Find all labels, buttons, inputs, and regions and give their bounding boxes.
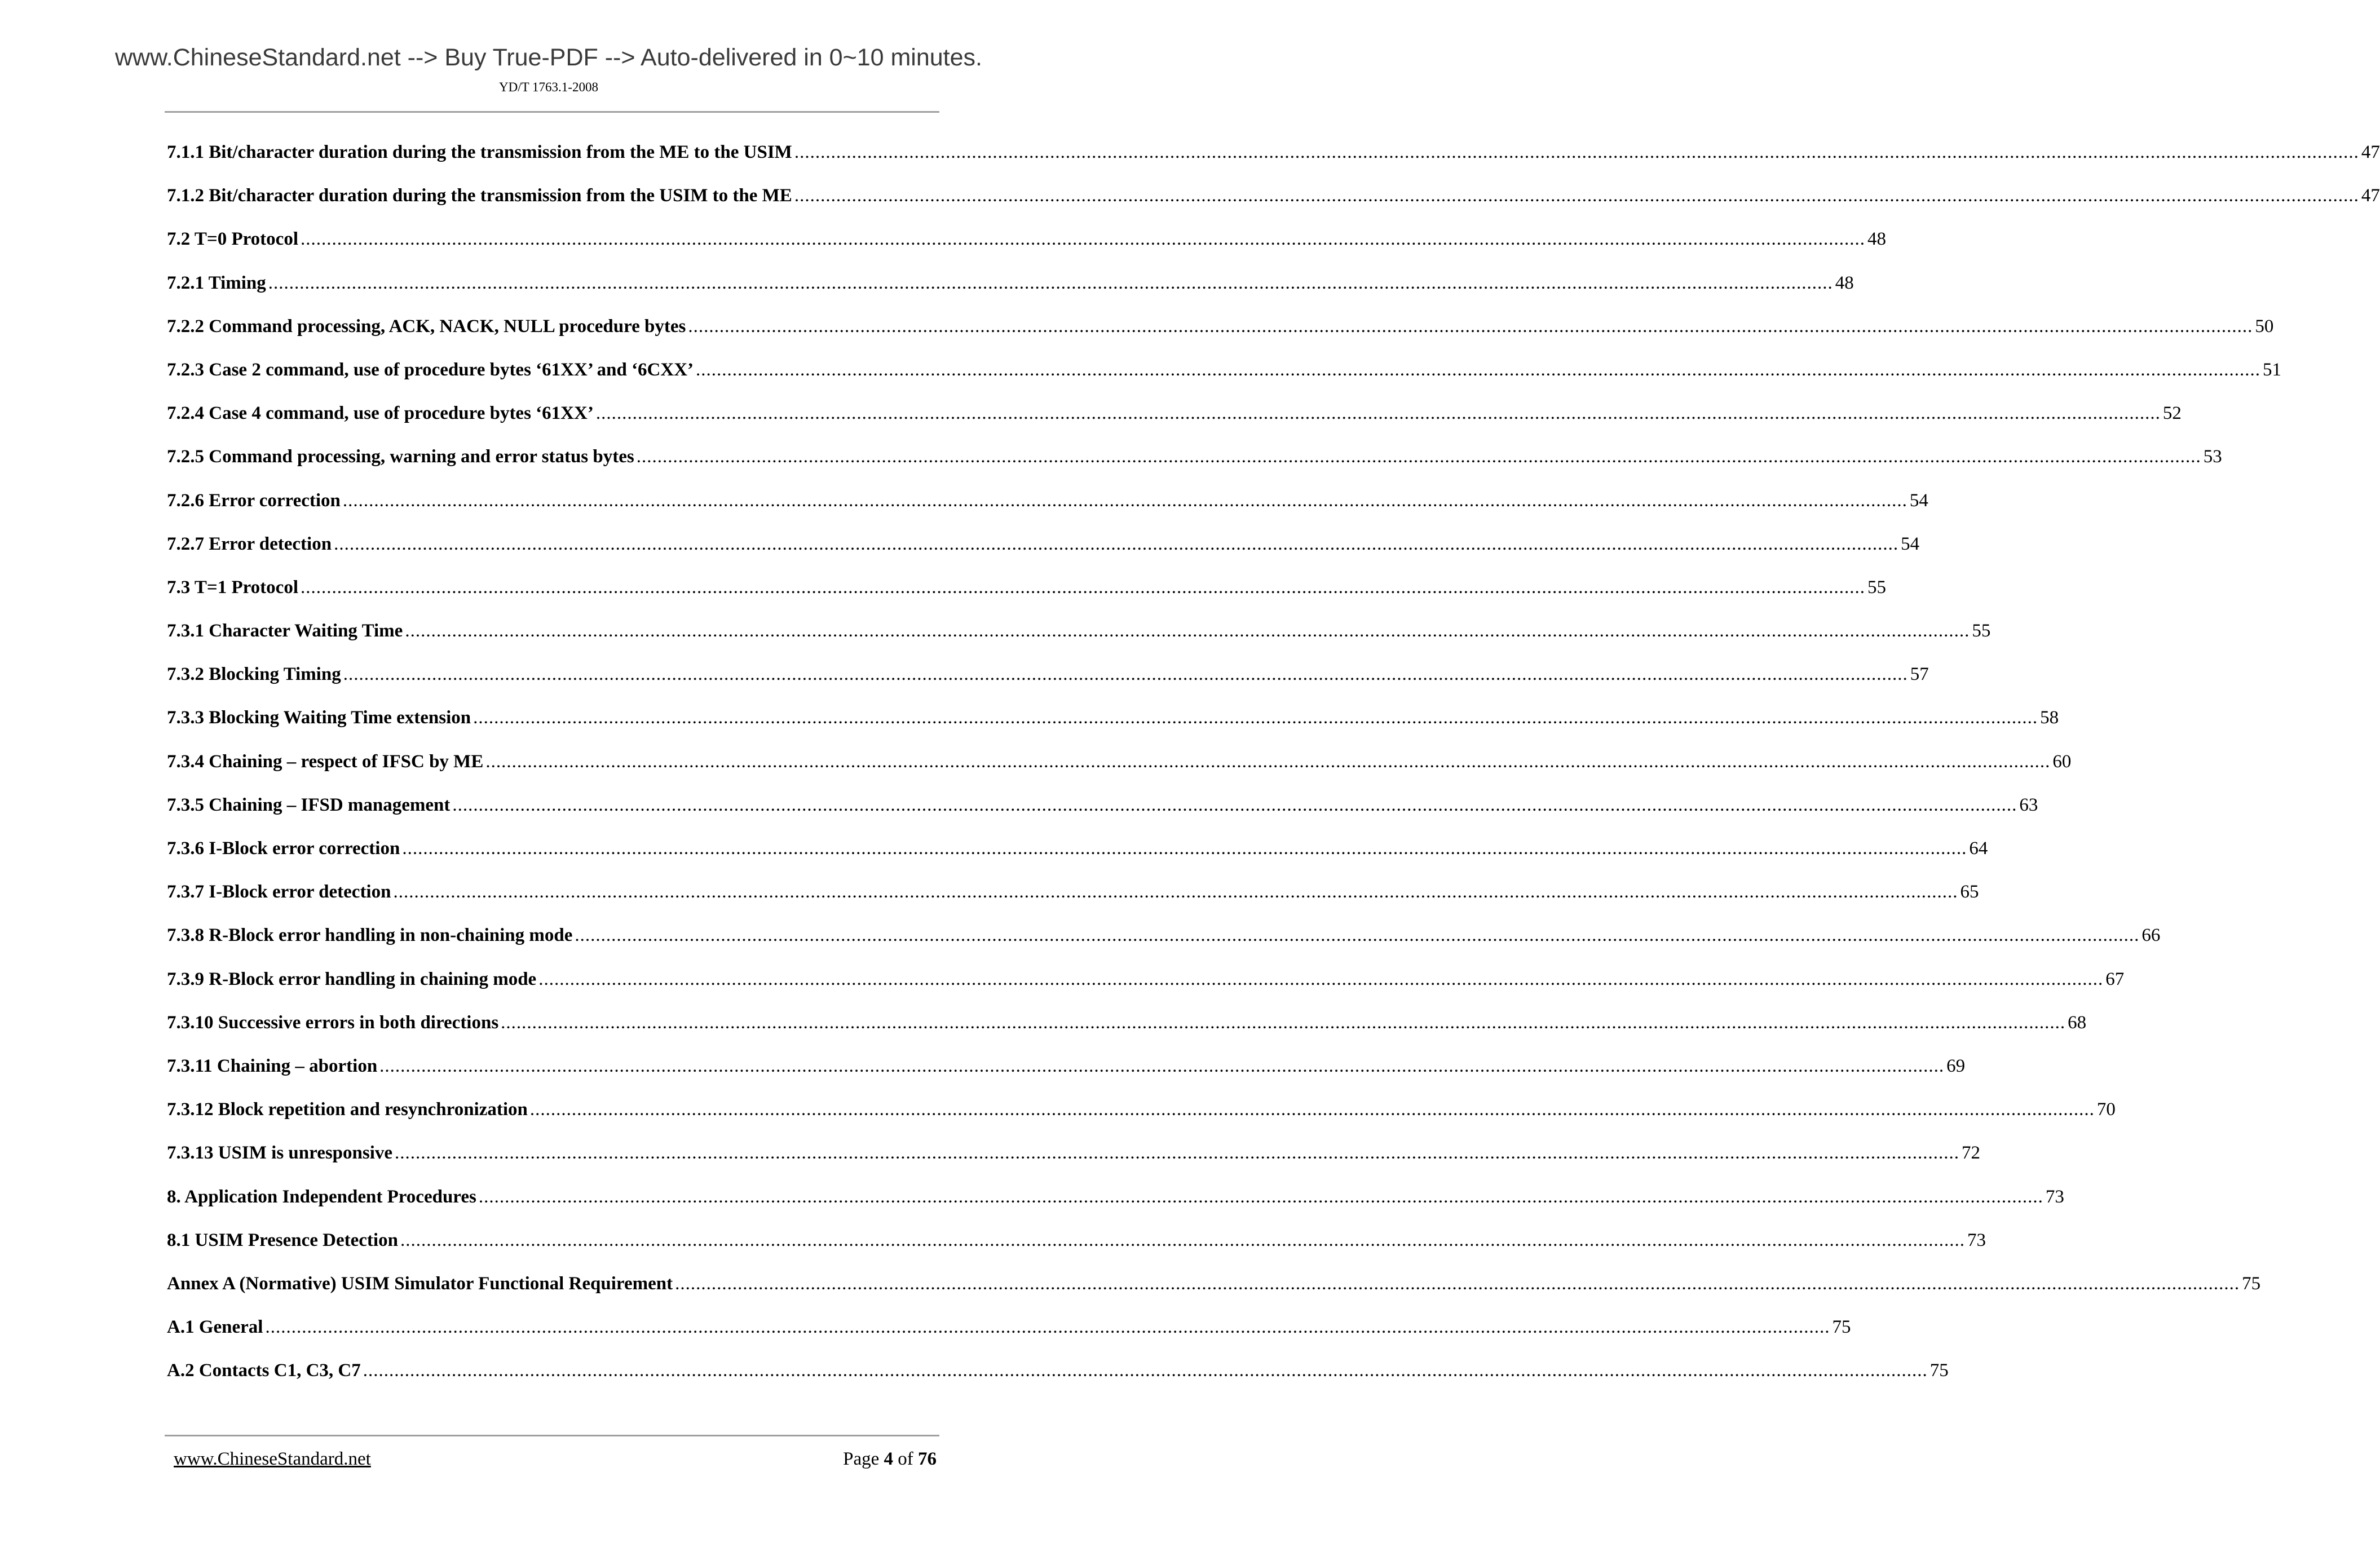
toc-entry-title: 7.3.5 Chaining – IFSD management bbox=[167, 794, 451, 815]
dot-leader: ............................................................................................................................................................................................................................................................................................................ bbox=[334, 533, 1899, 554]
toc-entry-page: 51 bbox=[2263, 359, 2282, 380]
toc-entry-title: 7.1.1 Bit/character duration during the transmission from the ME to the USIM bbox=[167, 142, 792, 162]
page-of: of bbox=[898, 1449, 913, 1469]
toc-entry-title: 7.3.12 Block repetition and resynchronization bbox=[167, 1099, 528, 1120]
promo-banner: www.ChineseStandard.net --> Buy True-PDF --> Auto-delivered in 0~10 minutes. bbox=[114, 44, 982, 71]
dot-leader: ............................................................................................................................................................................................................................................................................................................ bbox=[675, 1273, 2240, 1294]
toc-entry[interactable] bbox=[167, 1055, 1966, 1099]
toc-entry-page: 55 bbox=[1972, 621, 1991, 642]
dot-leader: ............................................................................................................................................................................................................................................................................................................ bbox=[485, 751, 2051, 772]
toc-entry[interactable] bbox=[167, 664, 1929, 708]
standard-number: YD/T 1763.1-2008 bbox=[499, 80, 598, 94]
toc-entry-title: 7.3.4 Chaining – respect of IFSC by ME bbox=[167, 751, 484, 772]
header-divider bbox=[165, 111, 939, 113]
toc-entry-title: 7.3.11 Chaining – abortion bbox=[167, 1055, 378, 1076]
toc-entry-page: 55 bbox=[1867, 577, 1886, 598]
dot-leader: ............................................................................................................................................................................................................................................................................................................ bbox=[688, 316, 2253, 337]
toc-entry[interactable] bbox=[167, 969, 2125, 1012]
toc-entry[interactable] bbox=[167, 1012, 2087, 1056]
toc-entry[interactable] bbox=[167, 316, 2274, 360]
footer-divider bbox=[165, 1435, 939, 1436]
toc-entry-title: 7.3.1 Character Waiting Time bbox=[167, 621, 403, 642]
toc-entry-page: 47 bbox=[2361, 142, 2380, 162]
dot-leader: ............................................................................................................................................................................................................................................................................................................ bbox=[363, 1360, 1928, 1381]
toc-entry-title: A.1 General bbox=[167, 1317, 263, 1338]
toc-entry-page: 60 bbox=[2052, 751, 2072, 772]
toc-entry-page: 75 bbox=[1832, 1317, 1851, 1338]
toc-entry[interactable] bbox=[167, 708, 2059, 751]
toc-entry[interactable] bbox=[167, 1360, 1949, 1404]
toc-entry-page: 48 bbox=[1867, 229, 1886, 250]
toc-entry-title: A.2 Contacts C1, C3, C7 bbox=[167, 1360, 361, 1381]
dot-leader: ............................................................................................................................................................................................................................................................................................................ bbox=[636, 446, 2201, 467]
dot-leader: ............................................................................................................................................................................................................................................................................................................ bbox=[393, 882, 1958, 903]
toc-entry[interactable] bbox=[167, 794, 2038, 838]
dot-leader: ............................................................................................................................................................................................................................................................................................................ bbox=[696, 359, 2261, 380]
toc-entry-title: 8. Application Independent Procedures bbox=[167, 1186, 476, 1207]
toc-entry[interactable] bbox=[167, 185, 2380, 229]
toc-entry[interactable] bbox=[167, 882, 1979, 925]
toc-entry[interactable] bbox=[167, 446, 2222, 490]
toc-entry-page: 54 bbox=[1901, 533, 1920, 554]
toc-entry[interactable] bbox=[167, 272, 1854, 316]
toc-entry-title: 7.3.2 Blocking Timing bbox=[167, 664, 341, 685]
dot-leader: ............................................................................................................................................................................................................................................................................................................ bbox=[402, 838, 1967, 859]
toc-entry-page: 57 bbox=[1910, 664, 1929, 685]
toc-entry-page: 67 bbox=[2105, 969, 2125, 989]
toc-entry-title: 7.3.7 I-Block error detection bbox=[167, 882, 391, 903]
toc-entry-title: 7.2.2 Command processing, ACK, NACK, NULL procedure bytes bbox=[167, 316, 686, 337]
dot-leader: ............................................................................................................................................................................................................................................................................................................ bbox=[538, 969, 2104, 989]
toc-entry[interactable] bbox=[167, 621, 1991, 664]
toc-entry[interactable] bbox=[167, 403, 2182, 446]
toc-entry-page: 75 bbox=[1929, 1360, 1949, 1381]
toc-entry-page: 66 bbox=[2141, 925, 2161, 946]
toc-entry-title: 7.3.6 I-Block error correction bbox=[167, 838, 400, 859]
dot-leader: ............................................................................................................................................................................................................................................................................................................ bbox=[395, 1143, 1960, 1164]
toc-entry-page: 65 bbox=[1960, 882, 1979, 903]
table-of-contents bbox=[167, 142, 2380, 1404]
toc-entry-title: 7.3.3 Blocking Waiting Time extension bbox=[167, 708, 471, 728]
dot-leader: ............................................................................................................................................................................................................................................................................................................ bbox=[265, 1317, 1830, 1338]
toc-entry[interactable] bbox=[167, 359, 2282, 403]
dot-leader: ............................................................................................................................................................................................................................................................................................................ bbox=[595, 403, 2161, 424]
toc-entry-title: 7.1.2 Bit/character duration during the transmission from the USIM to the ME bbox=[167, 185, 792, 206]
toc-entry-page: 52 bbox=[2162, 403, 2182, 424]
toc-entry[interactable] bbox=[167, 142, 2380, 185]
toc-entry-title: 7.2.3 Case 2 command, use of procedure bytes ‘61XX’ and ‘6CXX’ bbox=[167, 359, 694, 380]
toc-entry-page: 73 bbox=[2045, 1186, 2064, 1207]
toc-entry-page: 75 bbox=[2242, 1273, 2261, 1294]
toc-entry-title: 7.3.9 R-Block error handling in chaining mode bbox=[167, 969, 537, 989]
dot-leader: ............................................................................................................................................................................................................................................................................................................ bbox=[794, 185, 2359, 206]
toc-entry-title: 7.3.10 Successive errors in both directions bbox=[167, 1012, 499, 1033]
dot-leader: ............................................................................................................................................................................................................................................................................................................ bbox=[478, 1186, 2043, 1207]
toc-entry[interactable] bbox=[167, 838, 1988, 882]
toc-entry-title: 7.2.7 Error detection bbox=[167, 533, 332, 554]
toc-entry-title: 7.2 T=0 Protocol bbox=[167, 229, 298, 250]
toc-entry-page: 69 bbox=[1946, 1055, 1966, 1076]
dot-leader: ............................................................................................................................................................................................................................................................................................................ bbox=[379, 1055, 1945, 1076]
toc-entry[interactable] bbox=[167, 1143, 1981, 1186]
toc-entry[interactable] bbox=[167, 751, 2072, 795]
page-total: 76 bbox=[918, 1449, 937, 1469]
dot-leader: ............................................................................................................................................................................................................................................................................................................ bbox=[343, 664, 1908, 685]
toc-entry-page: 48 bbox=[1835, 272, 1854, 293]
toc-entry[interactable] bbox=[167, 1230, 1986, 1274]
toc-entry[interactable] bbox=[167, 533, 1920, 577]
toc-entry-title: 7.2.1 Timing bbox=[167, 272, 266, 293]
dot-leader: ............................................................................................................................................................................................................................................................................................................ bbox=[575, 925, 2140, 946]
toc-entry-title: 7.2.4 Case 4 command, use of procedure bytes ‘61XX’ bbox=[167, 403, 594, 424]
dot-leader: ............................................................................................................................................................................................................................................................................................................ bbox=[400, 1230, 1965, 1250]
toc-entry[interactable] bbox=[167, 925, 2161, 969]
toc-entry[interactable] bbox=[167, 229, 1886, 272]
toc-entry-page: 68 bbox=[2068, 1012, 2087, 1033]
toc-entry-page: 53 bbox=[2203, 446, 2222, 467]
toc-entry-page: 64 bbox=[1969, 838, 1988, 859]
toc-entry-page: 72 bbox=[1962, 1143, 1981, 1164]
dot-leader: ............................................................................................................................................................................................................................................................................................................ bbox=[300, 577, 1865, 598]
toc-entry-page: 63 bbox=[2019, 794, 2038, 815]
dot-leader: ............................................................................................................................................................................................................................................................................................................ bbox=[405, 621, 1970, 642]
page-prefix: Page bbox=[843, 1449, 880, 1469]
dot-leader: ............................................................................................................................................................................................................................................................................................................ bbox=[529, 1099, 2095, 1120]
toc-entry-title: 7.3.8 R-Block error handling in non-chaining mode bbox=[167, 925, 573, 946]
toc-entry-title: Annex A (Normative) USIM Simulator Functional Requirement bbox=[167, 1273, 673, 1294]
toc-entry-title: 7.3 T=1 Protocol bbox=[167, 577, 298, 598]
toc-entry-page: 70 bbox=[2096, 1099, 2116, 1120]
dot-leader: ............................................................................................................................................................................................................................................................................................................ bbox=[342, 490, 1907, 511]
dot-leader: ............................................................................................................................................................................................................................................................................................................ bbox=[452, 794, 2017, 815]
dot-leader: ............................................................................................................................................................................................................................................................................................................ bbox=[268, 272, 1833, 293]
toc-entry-title: 7.3.13 USIM is unresponsive bbox=[167, 1143, 393, 1164]
toc-entry[interactable] bbox=[167, 1273, 2261, 1317]
dot-leader: ............................................................................................................................................................................................................................................................................................................ bbox=[473, 708, 2038, 728]
toc-entry-title: 7.2.5 Command processing, warning and error status bytes bbox=[167, 446, 634, 467]
dot-leader: ............................................................................................................................................................................................................................................................................................................ bbox=[300, 229, 1865, 250]
toc-entry-page: 47 bbox=[2361, 185, 2380, 206]
toc-entry[interactable] bbox=[167, 1317, 1851, 1360]
toc-entry-page: 50 bbox=[2255, 316, 2274, 337]
toc-entry[interactable] bbox=[167, 1186, 2064, 1230]
dot-leader: ............................................................................................................................................................................................................................................................................................................ bbox=[794, 142, 2359, 162]
toc-entry-title: 7.2.6 Error correction bbox=[167, 490, 341, 511]
page-indicator bbox=[843, 1449, 937, 1470]
toc-entry-title: 8.1 USIM Presence Detection bbox=[167, 1230, 398, 1250]
page-current: 4 bbox=[884, 1449, 893, 1469]
toc-entry-page: 54 bbox=[1909, 490, 1928, 511]
toc-entry-page: 73 bbox=[1967, 1230, 1986, 1250]
dot-leader: ............................................................................................................................................................................................................................................................................................................ bbox=[501, 1012, 2066, 1033]
toc-entry[interactable] bbox=[167, 490, 1928, 534]
footer-website-link[interactable]: www.ChineseStandard.net bbox=[174, 1449, 371, 1469]
toc-entry-page: 58 bbox=[2040, 708, 2059, 728]
toc-entry[interactable] bbox=[167, 1099, 2116, 1143]
toc-entry[interactable] bbox=[167, 577, 1886, 621]
